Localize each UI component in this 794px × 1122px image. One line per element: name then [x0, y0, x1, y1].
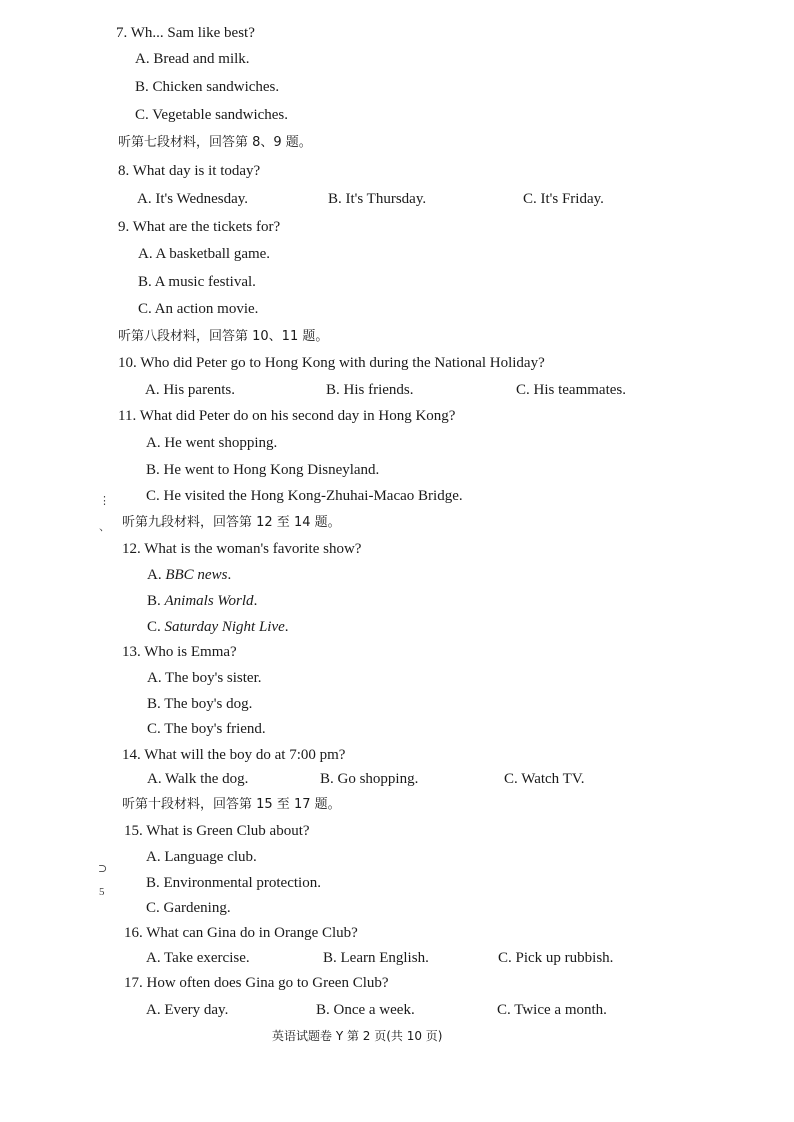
- section-heading-8: 听第八段材料，回答第 10、11 题。: [118, 329, 329, 344]
- option-16c: C. Pick up rubbish.: [498, 950, 614, 966]
- option-14c: C. Watch TV.: [504, 771, 585, 787]
- option-8b: B. It's Thursday.: [328, 191, 427, 207]
- option-11c: C. He visited the Hong Kong-Zhuhai-Macao Bridge.: [146, 488, 463, 504]
- margin-mark: ⊃: [98, 863, 108, 875]
- option-7a: A. Bread and milk.: [135, 51, 250, 67]
- option-period: .: [253, 593, 258, 609]
- question-9-stem: [118, 218, 280, 236]
- question-text: What will the boy do at 7:00 pm?: [144, 747, 346, 763]
- option-letter: B.: [147, 593, 161, 609]
- margin-mark: 、: [99, 521, 110, 533]
- option-13b: B. The boy's dog.: [147, 696, 253, 712]
- question-number: 17.: [124, 975, 143, 991]
- option-15c: C. Gardening.: [146, 900, 231, 916]
- question-text: Who did Peter go to Hong Kong with during the National Holiday?: [140, 355, 545, 371]
- question-text: What day is it today?: [132, 163, 261, 179]
- question-text: How often does Gina go to Green Club?: [146, 975, 389, 991]
- option-period: .: [227, 567, 232, 583]
- option-10a: A. His parents.: [145, 382, 235, 398]
- option-8c: C. It's Friday.: [523, 191, 604, 207]
- option-15b: B. Environmental protection.: [146, 875, 321, 891]
- question-text: What is the woman's favorite show?: [144, 541, 362, 557]
- option-17a: A. Every day.: [146, 1002, 229, 1018]
- option-15a: A. Language club.: [146, 849, 257, 865]
- section-heading-9: 听第九段材料，回答第 12 至 14 题。: [122, 515, 341, 530]
- question-14-stem: [122, 746, 345, 764]
- question-text: What is Green Club about?: [146, 823, 310, 839]
- option-text: Saturday Night Live: [164, 619, 285, 635]
- option-10c: C. His teammates.: [516, 382, 626, 398]
- option-11b: B. He went to Hong Kong Disneyland.: [146, 462, 380, 478]
- option-10b: B. His friends.: [326, 382, 414, 398]
- option-letter: C.: [147, 619, 161, 635]
- question-number: 13.: [122, 644, 141, 660]
- question-text: Who is Emma?: [144, 644, 237, 660]
- question-11-stem: [118, 407, 455, 425]
- option-14b: B. Go shopping.: [320, 771, 419, 787]
- question-number: 12.: [122, 541, 141, 557]
- option-text: Animals World: [164, 593, 254, 609]
- option-16a: A. Take exercise.: [146, 950, 250, 966]
- option-9b: B. A music festival.: [138, 274, 256, 290]
- option-12a: [147, 566, 231, 584]
- question-text: What did Peter do on his second day in Hong Kong?: [139, 408, 456, 424]
- option-11a: A. He went shopping.: [146, 435, 278, 451]
- question-8-stem: [118, 162, 260, 180]
- option-17b: B. Once a week.: [316, 1002, 415, 1018]
- question-12-stem: [122, 540, 361, 558]
- option-7c: C. Vegetable sandwiches.: [135, 107, 289, 123]
- option-16b: B. Learn English.: [323, 950, 429, 966]
- question-10-stem: [118, 354, 545, 372]
- question-number: 16.: [124, 925, 143, 941]
- option-17c: C. Twice a month.: [497, 1002, 607, 1018]
- section-heading-7: 听第七段材料，回答第 8、9 题。: [118, 135, 312, 150]
- question-number: 7.: [116, 25, 128, 41]
- option-8a: A. It's Wednesday.: [137, 191, 249, 207]
- question-number: 10.: [118, 355, 137, 371]
- question-number: 14.: [122, 747, 141, 763]
- option-7b: B. Chicken sandwiches.: [135, 79, 280, 95]
- question-number: 11.: [118, 408, 137, 424]
- section-heading-10: 听第十段材料，回答第 15 至 17 题。: [122, 797, 341, 812]
- question-number: 15.: [124, 823, 143, 839]
- option-9c: C. An action movie.: [138, 301, 259, 317]
- question-text: Wh... Sam like best?: [130, 25, 255, 41]
- option-14a: A. Walk the dog.: [147, 771, 249, 787]
- page-footer: 英语试题卷 Y 第 2 页(共 10 页): [272, 1029, 443, 1043]
- option-text: BBC news: [165, 567, 228, 583]
- option-period: .: [284, 619, 289, 635]
- question-13-stem: [122, 643, 237, 661]
- option-9a: A. A basketball game.: [138, 246, 271, 262]
- option-13c: C. The boy's friend.: [147, 721, 266, 737]
- question-text: What are the tickets for?: [132, 219, 281, 235]
- option-12b: [147, 592, 257, 610]
- question-number: 9.: [118, 219, 130, 235]
- question-17-stem: [124, 974, 389, 992]
- question-number: 8.: [118, 163, 130, 179]
- question-15-stem: [124, 822, 310, 840]
- option-letter: A.: [147, 567, 162, 583]
- option-13a: A. The boy's sister.: [147, 670, 262, 686]
- question-text: What can Gina do in Orange Club?: [146, 925, 358, 941]
- question-16-stem: [124, 924, 358, 942]
- margin-mark: ⋮: [99, 495, 110, 507]
- option-12c: [147, 618, 289, 636]
- question-7-stem: [116, 24, 255, 42]
- margin-mark: 5: [99, 886, 105, 898]
